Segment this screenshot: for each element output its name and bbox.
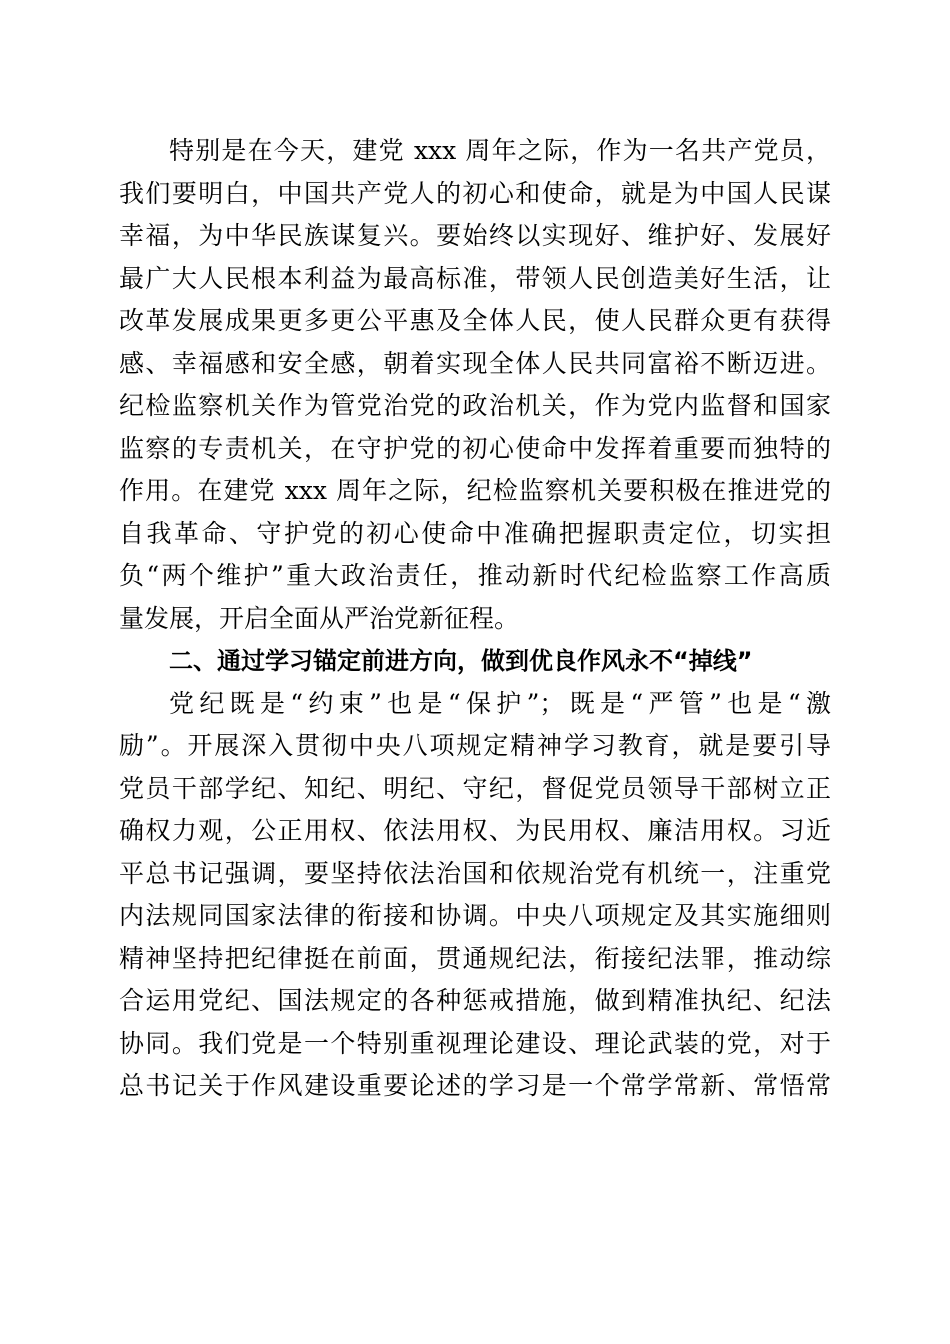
- text-line: 特别是在今天，建党 xxx 周年之际，作为一名共产党员，: [169, 136, 831, 165]
- text-line: 感、幸福感和安全感，朝着实现全体人民共同富裕不断迈进。: [119, 348, 831, 378]
- text-line: 合运用党纪、国法规定的各种惩戒措施，做到精准执纪、纪法: [119, 986, 831, 1015]
- text-line: 励”。开展深入贯彻中央八项规定精神学习教育，就是要引导: [119, 731, 831, 760]
- text-line: 总书记关于作风建设重要论述的学习是一个常学常新、常悟常: [119, 1071, 831, 1100]
- text-line: 精神坚持把纪律挺在前面，贯通规纪法，衔接纪法罪，推动综: [119, 943, 831, 973]
- text-line: 党纪既是“约束”也是“保护”；既是“严管”也是“激: [169, 688, 831, 718]
- text-line: 平总书记强调，要坚持依法治国和依规治党有机统一，注重党: [119, 858, 831, 888]
- document-body: [119, 130, 831, 1108]
- text-line: 最广大人民根本利益为最高标准，带领人民创造美好生活，让: [119, 263, 831, 293]
- paragraph-2: [119, 683, 831, 1108]
- text-line: 改革发展成果更多更公平惠及全体人民，使人民群众更有获得: [119, 306, 831, 335]
- text-line: 协同。我们党是一个特别重视理论建设、理论武装的党，对于: [119, 1028, 831, 1058]
- text-line: 作用。在建党 xxx 周年之际，纪检监察机关要积极在推进党的: [119, 476, 831, 505]
- text-line: 监察的专责机关，在守护党的初心使命中发挥着重要而独特的: [119, 433, 831, 463]
- text-line: 内法规同国家法律的衔接和协调。中央八项规定及其实施细则: [119, 901, 831, 930]
- text-line: 负“两个维护”重大政治责任，推动新时代纪检监察工作高质: [119, 561, 831, 590]
- text-line: 我们要明白，中国共产党人的初心和使命，就是为中国人民谋: [119, 178, 831, 208]
- text-line: 幸福，为中华民族谋复兴。要始终以实现好、维护好、发展好: [119, 221, 831, 250]
- text-line: 量发展，开启全面从严治党新征程。: [119, 603, 520, 633]
- text-line: 纪检监察机关作为管党治党的政治机关，作为党内监督和国家: [119, 391, 831, 420]
- text-line: 自我革命、守护党的初心使命中准确把握职责定位，切实担: [119, 518, 831, 548]
- text-line: 确权力观，公正用权、依法用权、为民用权、廉洁用权。习近: [119, 816, 831, 845]
- text-line: 党员干部学纪、知纪、明纪、守纪，督促党员领导干部树立正: [119, 773, 831, 803]
- section-heading: 二、通过学习锚定前进方向，做到优良作风永不“掉线”: [169, 647, 753, 675]
- paragraph-1: [119, 130, 831, 640]
